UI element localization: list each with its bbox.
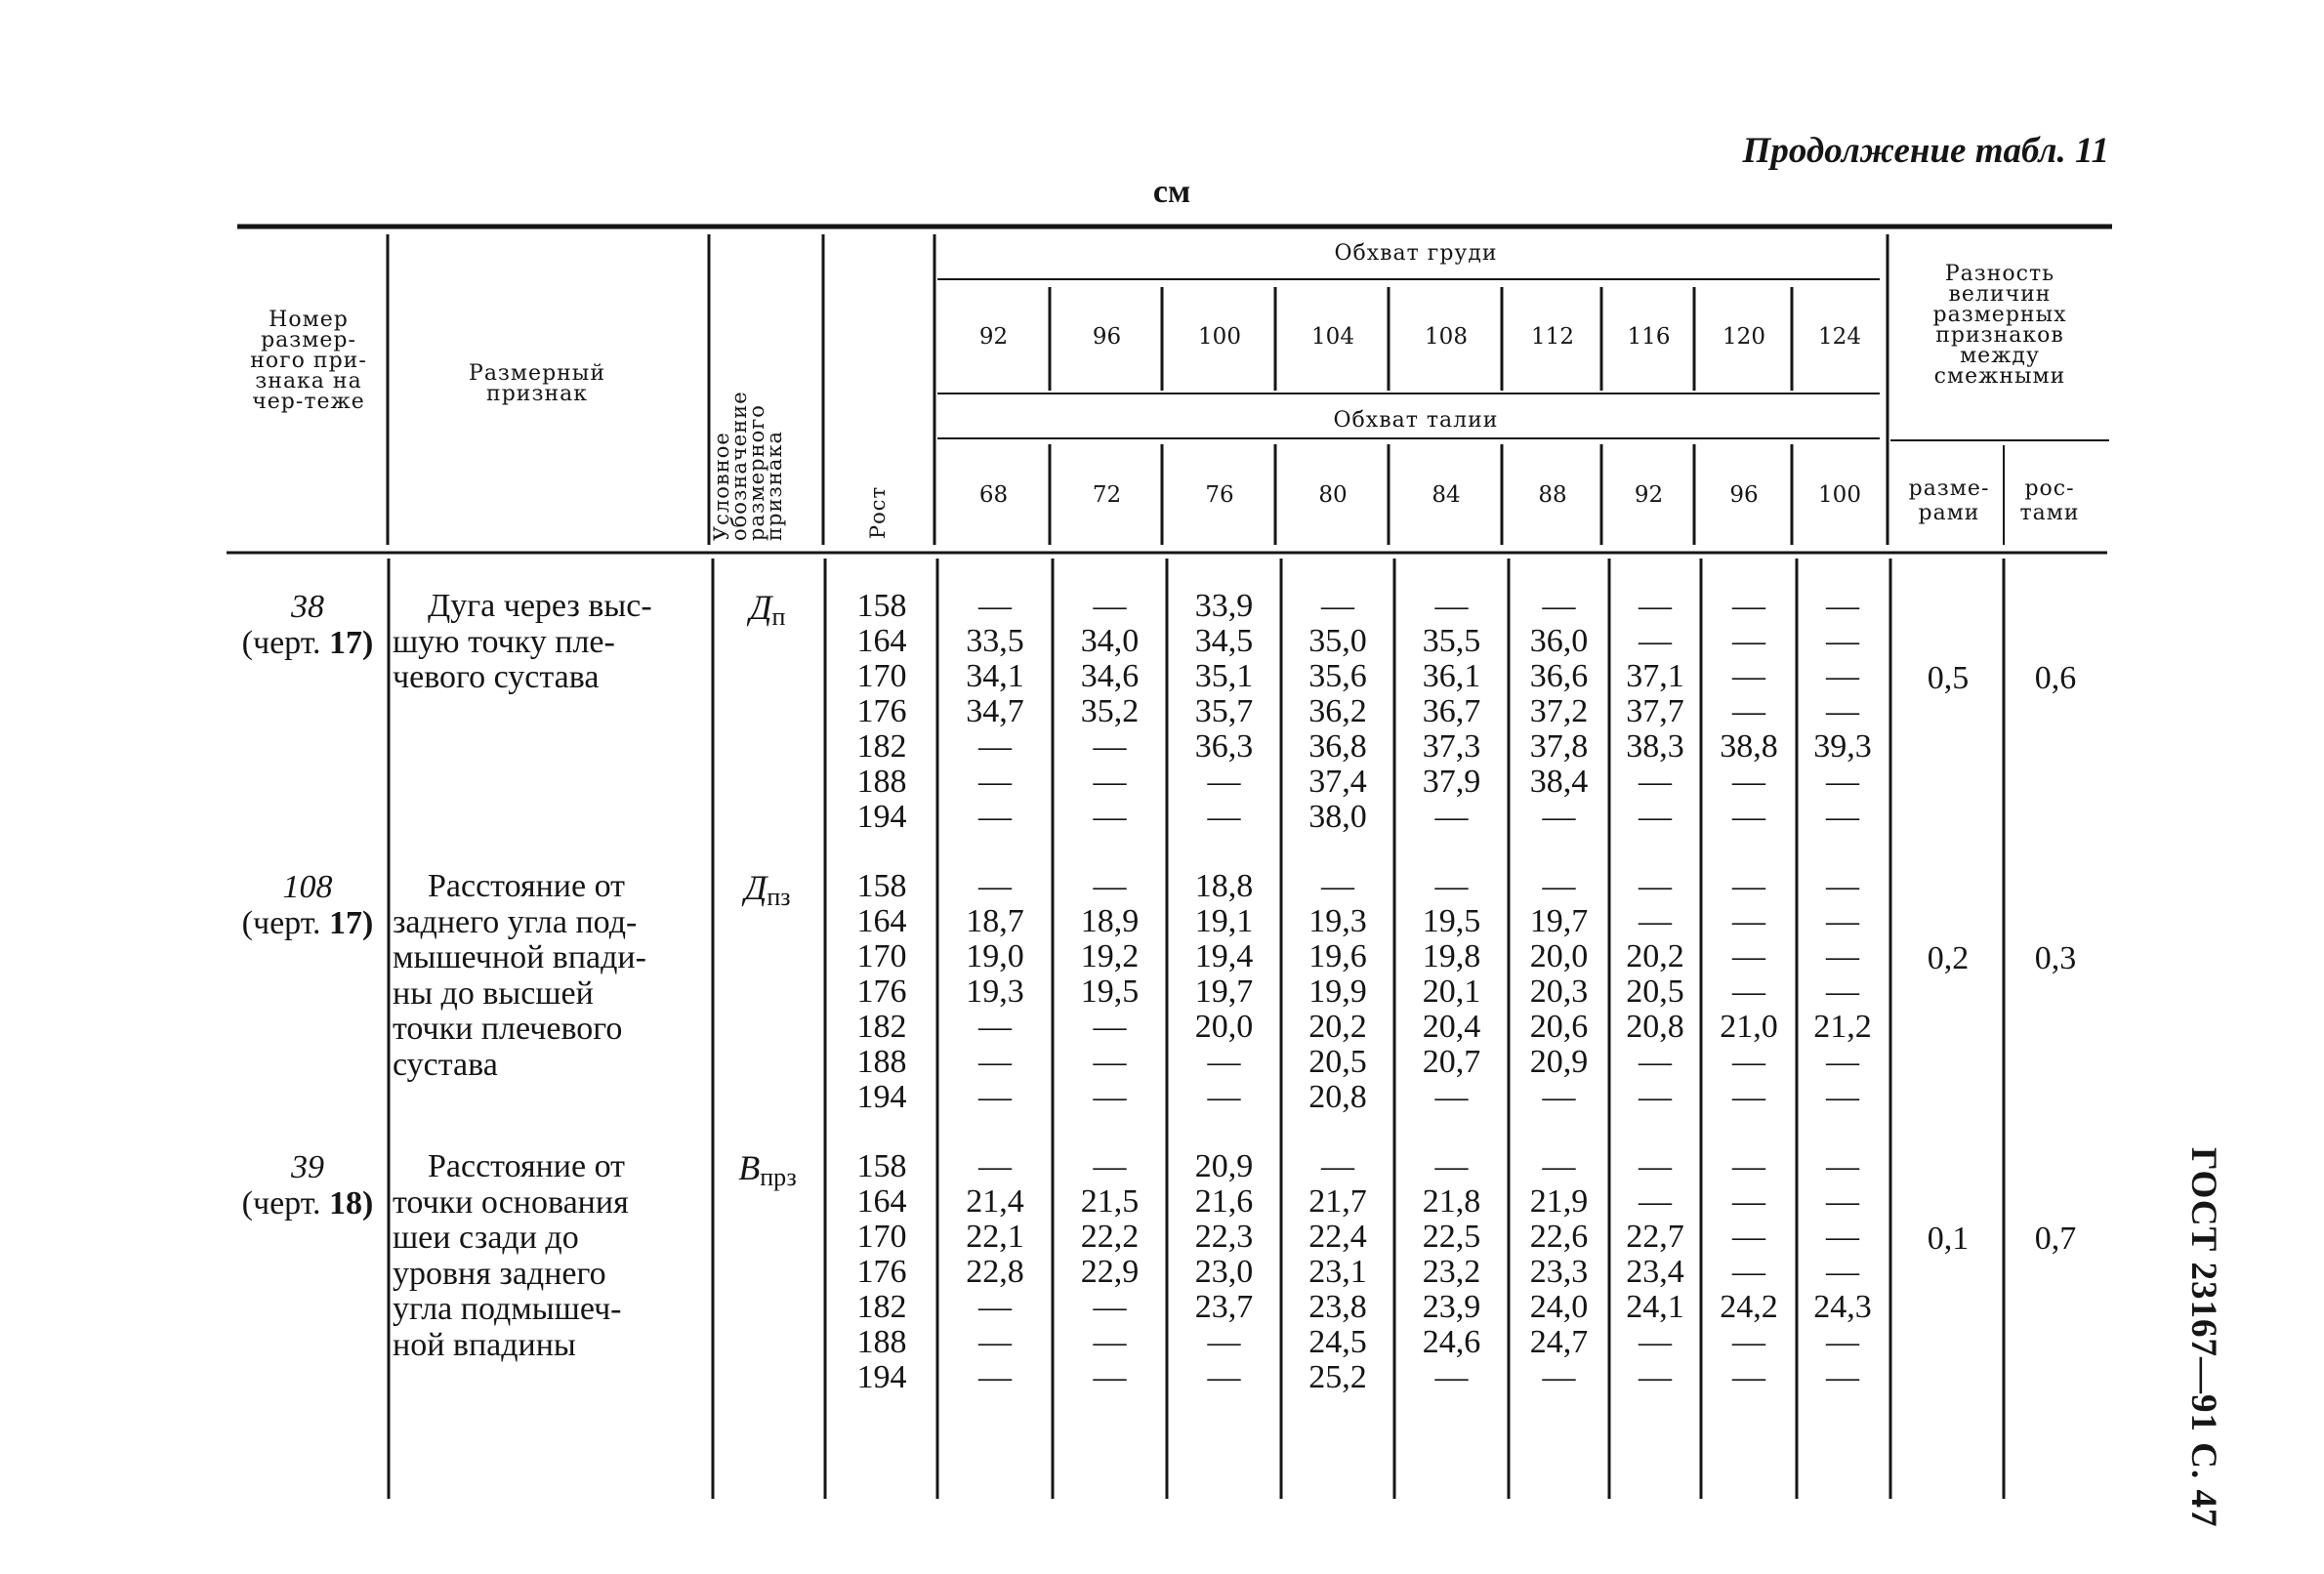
unit-label: см xyxy=(1152,174,1191,210)
feature-number xyxy=(220,869,395,941)
continuation-caption: Продолжение табл. 11 xyxy=(1742,131,2109,171)
height-column: 158 164 170 176 182 188 194 xyxy=(856,1148,907,1395)
symbol-subscript: п xyxy=(771,602,786,631)
value-column-116: — — 22,7 23,4 24,1 — — xyxy=(1626,1148,1684,1395)
value-column-92: — 21,4 22,1 22,8 — — — xyxy=(966,1148,1024,1395)
value-column-112: — 36,0 36,6 37,2 37,8 38,4 — xyxy=(1529,588,1589,835)
header-diff-sizes: разме-рами xyxy=(1908,476,1990,525)
symbol-subscript: прз xyxy=(760,1163,797,1191)
symbol-letter: Д xyxy=(744,868,768,907)
value-column-100: 33,9 34,5 35,1 35,7 36,3 — — xyxy=(1194,588,1254,835)
diff-sizes-value: 0,5 xyxy=(1927,660,1970,696)
feature-number-value: 38 xyxy=(291,589,324,625)
value-column-108: — 19,5 19,8 20,1 20,4 20,7 — xyxy=(1422,868,1481,1115)
gost-page-label: ГОСТ 23167—91 С. 47 xyxy=(2183,1147,2223,1528)
value-column-120: — — — — 24,2 — — xyxy=(1720,1148,1778,1395)
feature-number xyxy=(220,589,395,661)
waist_values-value: 84 xyxy=(1432,482,1461,508)
header-feature: Размерный признак xyxy=(469,361,605,406)
feature-symbol xyxy=(719,1147,816,1192)
drawing-ref-number: 17) xyxy=(329,905,374,941)
value-column-124: — — — — 39,3 — — xyxy=(1813,588,1872,835)
diff-heights-value: 0,7 xyxy=(2034,1221,2077,1257)
diff-sizes-value: 0,2 xyxy=(1927,940,1970,976)
header-number: Номер размер-ного при-знака на чер-теже xyxy=(250,308,367,414)
feature-symbol xyxy=(719,867,816,912)
symbol-letter: В xyxy=(738,1148,761,1187)
value-column-120: — — — — 21,0 — — xyxy=(1720,868,1778,1115)
diff-heights-value: 0,3 xyxy=(2034,940,2077,976)
waist_values-value: 92 xyxy=(1634,482,1664,508)
height-column: 158 164 170 176 182 188 194 xyxy=(856,868,907,1115)
drawing-ref-number: 17) xyxy=(329,625,374,661)
value-column-96: — 21,5 22,2 22,9 — — — xyxy=(1080,1148,1140,1395)
diff-heights-value: 0,6 xyxy=(2034,660,2077,696)
value-column-92: — 18,7 19,0 19,3 — — — xyxy=(966,868,1024,1115)
chest_values-value: 92 xyxy=(978,324,1009,350)
feature-symbol xyxy=(719,587,816,632)
height-column: 158 164 170 176 182 188 194 xyxy=(856,588,907,835)
waist_values-value: 96 xyxy=(1729,482,1759,508)
value-column-100: 20,9 21,6 22,3 23,0 23,7 — — xyxy=(1194,1148,1254,1395)
value-column-104: — 19,3 19,6 19,9 20,2 20,5 20,8 xyxy=(1308,868,1367,1115)
header-chest-group: Обхват груди xyxy=(1334,241,1498,266)
value-column-120: — — — — 38,8 — — xyxy=(1720,588,1778,835)
feature-number xyxy=(220,1149,395,1222)
drawing-ref-prefix: (черт. xyxy=(241,625,321,661)
waist_values-value: 80 xyxy=(1318,482,1348,508)
chest_values-value: 124 xyxy=(1818,324,1861,350)
chest_values-value: 108 xyxy=(1425,324,1468,350)
diff-sizes-value: 0,1 xyxy=(1927,1221,1970,1257)
chest_values-value: 100 xyxy=(1198,324,1241,350)
waist_values-value: 72 xyxy=(1092,482,1122,508)
value-column-124: — — — — 24,3 — — xyxy=(1813,1148,1872,1395)
feature-name: Дуга через выс- шую точку пле- чевого сустава xyxy=(393,588,652,695)
waist_values-value: 100 xyxy=(1818,482,1861,508)
drawing-ref-number: 18) xyxy=(329,1185,374,1222)
value-column-108: — 21,8 22,5 23,2 23,9 24,6 — xyxy=(1422,1148,1481,1395)
value-column-96: — 34,0 34,6 35,2 — — — xyxy=(1080,588,1140,835)
symbol-letter: Д xyxy=(749,588,772,627)
chest_values-value: 120 xyxy=(1722,324,1765,350)
chest_values-value: 104 xyxy=(1311,324,1354,350)
value-column-92: — 33,5 34,1 34,7 — — — xyxy=(966,588,1024,835)
header-height: Рост xyxy=(866,485,890,539)
value-column-124: — — — — 21,2 — — xyxy=(1813,868,1872,1115)
header-symbol: Условное обозначение размерного признака xyxy=(710,391,786,541)
waist_values-value: 68 xyxy=(978,482,1009,508)
waist_values-value: 76 xyxy=(1205,482,1234,508)
drawing-ref-prefix: (черт. xyxy=(241,905,321,941)
header-waist-group: Обхват талии xyxy=(1333,408,1499,433)
value-column-104: — 21,7 22,4 23,1 23,8 24,5 25,2 xyxy=(1308,1148,1367,1395)
symbol-subscript: пз xyxy=(767,883,791,911)
header-diff-group: Разность величин размерных признаков между смежными xyxy=(1932,262,2067,389)
value-column-104: — 35,0 35,6 36,2 36,8 37,4 38,0 xyxy=(1308,588,1367,835)
value-column-116: — — 20,2 20,5 20,8 — — xyxy=(1626,868,1684,1115)
chest_values-value: 96 xyxy=(1092,324,1122,350)
feature-number-value: 39 xyxy=(291,1149,324,1185)
header-diff-heights: рос-тами xyxy=(2019,476,2080,525)
chest_values-value: 112 xyxy=(1531,324,1574,350)
chest_values-value: 116 xyxy=(1627,324,1671,350)
value-column-112: — 19,7 20,0 20,3 20,6 20,9 — xyxy=(1529,868,1589,1115)
value-column-100: 18,8 19,1 19,4 19,7 20,0 — — xyxy=(1194,868,1254,1115)
value-column-112: — 21,9 22,6 23,3 24,0 24,7 — xyxy=(1529,1148,1589,1395)
feature-number-value: 108 xyxy=(282,869,333,905)
waist_values-value: 88 xyxy=(1538,482,1567,508)
drawing-ref-prefix: (черт. xyxy=(241,1185,321,1222)
value-column-116: — — 37,1 37,7 38,3 — — xyxy=(1626,588,1684,835)
feature-name: Расстояние от точки основания шеи сзади до уровня заднего угла подмышеч- ной впадины xyxy=(393,1148,629,1363)
value-column-108: — 35,5 36,1 36,7 37,3 37,9 — xyxy=(1422,588,1481,835)
value-column-96: — 18,9 19,2 19,5 — — — xyxy=(1080,868,1140,1115)
feature-name: Расстояние от заднего угла под- мышечной впади- ны до высшей точки плечевого сустава xyxy=(393,868,646,1083)
